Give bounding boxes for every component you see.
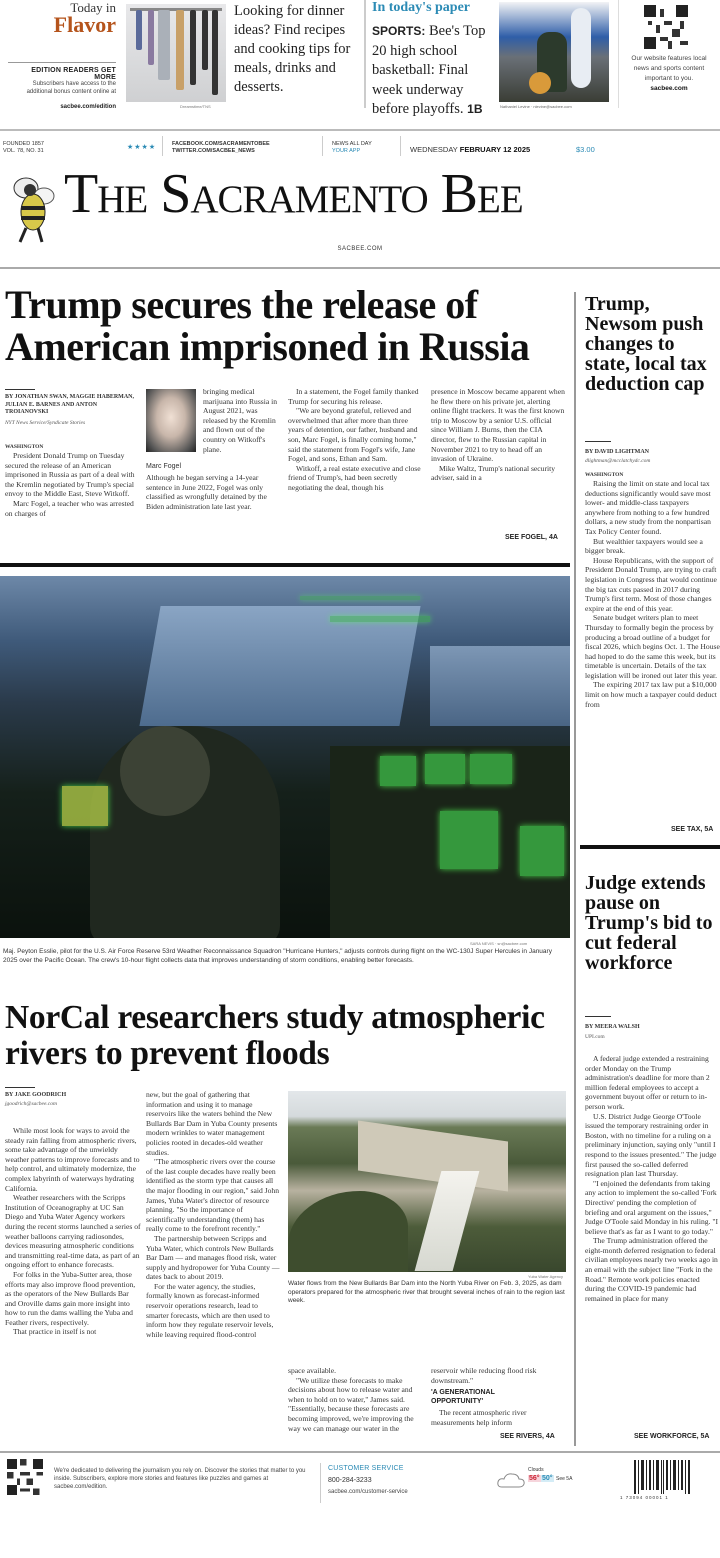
byline-credit: jgoodrich@sacbee.com	[5, 1101, 57, 1107]
tax-headline[interactable]: Trump, Newsom push changes to state, local tax deduction cap	[585, 293, 707, 395]
photo-credit: SARA NEVIS · sn@sacbee.com	[470, 941, 528, 946]
story-column-3	[288, 387, 424, 493]
divider	[618, 0, 619, 108]
dam-photo	[288, 1091, 566, 1272]
subhead: 'A GENERATIONAL OPPORTUNITY'	[431, 1389, 495, 1405]
divider	[0, 1451, 720, 1453]
paragraph: new, but the goal of gathering that information and using it to manage reservoirs like the waters behind the New Bullards Bar Dam in Yuba County presents modern wrinkles to water management policies rooted in decades-old weather studies.	[146, 1090, 278, 1157]
sports-label: SPORTS:	[372, 24, 426, 38]
site-url[interactable]: SACBEE.COM	[337, 246, 383, 252]
divider	[400, 136, 401, 156]
paragraph: Raising the limit on state and local tax deductions significantly would save most lower- and middle-class taxpayers anywhere from nothing to a few hundred dollars, a new study from the nonpartisan Tax Policy Center found.	[585, 479, 711, 536]
divider	[0, 563, 570, 567]
price: $3.00	[576, 145, 595, 154]
paragraph: House Republicans, with the support of President Donald Trump, are trying to craft legislation in Congress that would continue the big tax cuts passed in 2017 during Trump's first term. Most of those changes expire at the end of this year.	[585, 555, 717, 613]
paragraph: The expiring 2017 tax law put a $10,000 limit on how much a taxpayer could deduct from	[585, 680, 717, 709]
story-column-1	[5, 1126, 141, 1337]
paragraph: Marc Fogel, a teacher who was arrested on charges of	[5, 498, 134, 518]
byline-credit: dlightman@mcclatchydc.com	[585, 458, 651, 464]
divider	[0, 129, 720, 131]
website-promo	[630, 54, 708, 94]
divider	[580, 845, 720, 849]
customer-service-label: CUSTOMER SERVICE	[328, 1465, 404, 1472]
paragraph: Although he began serving a 14-year sentence in June 2022, Fogel was only classified as wrongfully detained by the Biden administration late last year.	[146, 473, 267, 511]
weekday: WEDNESDAY	[410, 145, 460, 154]
paragraph: Weather researchers with the Scripps Institution of Oceanography at UC San Diego and Yuba Water Agency workers during the recent storms launched a series of weather balloons carrying radiosondes, devices measuring atmospheric conditions and transmitting real-time data, as part of an ongoing effort to enhance forecasts.	[5, 1193, 141, 1270]
paragraph: U.S. District Judge George O'Toole issued the temporary restraining order in Boston, with no timeline for a ruling on a preliminary injunction, saying only "until I respond to the issues presented." The judge first paused the so-called deferred resignation plan last Thursday.	[585, 1111, 717, 1179]
image-credit: Nathaniel Levine · nlevine@sacbee.com	[500, 104, 572, 109]
barcode-icon	[632, 1460, 692, 1494]
barcode-number: 1 73094 00001 1	[620, 1495, 669, 1500]
issue-date	[410, 145, 530, 154]
paragraph: "We are beyond grateful, relieved and overwhelmed that after more than three years of detention, our father, husband and son, Marc Fogel, is finally coming home," said the statement from Fogel's wife, Jane Fogel, and sons, Ethan and Sam.	[288, 406, 418, 464]
jump-link-rivers[interactable]: SEE RIVERS, 4A	[500, 1433, 555, 1440]
jump-link-fogel[interactable]: SEE FOGEL, 4A	[505, 534, 558, 541]
story-column-2-wrap	[203, 387, 278, 454]
main-headline[interactable]: Trump secures the release of American imprisoned in Russia	[5, 282, 530, 369]
paragraph: That practice in itself is not	[13, 1327, 97, 1337]
byline: BY JAKE GOODRICH	[5, 1092, 67, 1098]
weather-low: 50°	[542, 1475, 553, 1482]
sports-promo-text: Bee's Top 20 high school basketball: Final week underway before playoffs.	[372, 23, 486, 117]
subscriber-message: We're dedicated to delivering the journalism you rely on. Discover the stories that matter to you inside. Subscribers, explore more stories and features like puzzles and games at sacbee.com/edition.	[54, 1468, 306, 1490]
app-promo	[332, 141, 372, 155]
rivers-headline[interactable]: NorCal researchers study atmospheric rivers to prevent floods	[5, 999, 545, 1072]
paragraph: The partnership between Scripps and Yuba Water, which controls New Bullards Bar Dam — and manages flood risk, water supply and hydropower for Yuba County — dates back to about 2019.	[146, 1233, 280, 1282]
divider	[8, 62, 116, 63]
paragraph: In a statement, the Fogel family thanked Trump for securing his release.	[288, 387, 419, 406]
app-link[interactable]: YOUR APP	[332, 148, 361, 154]
paragraph: The Trump administration offered the eight-month deferred resignation to federal civilian employees nearly two weeks ago in an email with the subject line "Fork in the Road." Remote work policies enacted during the COVID-19 pandemic had remained in place for many	[585, 1236, 718, 1303]
image-credit: Dreamstime/TNS	[180, 104, 211, 109]
customer-service-link[interactable]: sacbee.com/customer-service	[328, 1489, 408, 1495]
page-ref: 1B	[467, 102, 483, 116]
story-column-3	[288, 1366, 424, 1433]
basketball-photo	[499, 2, 609, 102]
todays-paper-promo[interactable]	[372, 22, 500, 120]
divider	[5, 389, 35, 390]
divider	[162, 136, 163, 156]
paragraph: President Donald Trump on Tuesday secured the release of an American imprisoned in Russia as part of a deal with the Kremlin negotiated by Trump's special envoy to the Middle East, Steve Witkoff.	[5, 451, 135, 499]
weather-high: 56°	[529, 1475, 540, 1482]
dateline: WASHINGTON	[5, 444, 44, 450]
divider	[585, 441, 611, 442]
dateline: WASHINGTON	[585, 472, 624, 478]
edition-stars-icon: ★★★★	[127, 143, 157, 151]
bee-logo-icon	[6, 168, 60, 246]
divider	[364, 0, 366, 108]
workforce-story-body	[585, 1054, 720, 1303]
flavor-promo-text[interactable]: Looking for dinner ideas? Find recipes and cooking tips for meals, drinks and desserts.	[234, 3, 351, 95]
story-column-4	[431, 387, 567, 483]
photo-credit: Yuba Water Agency	[528, 1274, 563, 1279]
flavor-section-title[interactable]: Flavor	[53, 12, 116, 37]
edition-body: Subscribers have access to the additional bonus content online at	[26, 81, 116, 95]
tax-story-body	[585, 479, 720, 709]
facebook-link[interactable]: FACEBOOK.COM/SACRAMENTOBEE	[172, 141, 270, 147]
paragraph: For folks in the Yuba-Sutter area, those efforts may also improve flood prevention, as the operators of the New Bullards Bar and Oroville dams gain more insight into how to run the dams walling the Yuba and Feather rivers, respectively.	[5, 1269, 136, 1327]
workforce-headline[interactable]: Judge extends pause on Trump's bid to cut federal workforce	[585, 872, 713, 974]
customer-service-phone[interactable]: 800-284-3233	[328, 1477, 372, 1484]
paragraph: But wealthier taxpayers would see a bigger break.	[585, 536, 703, 556]
jump-link-tax[interactable]: SEE TAX, 5A	[671, 826, 714, 833]
story-column-2	[146, 473, 282, 511]
edition-link[interactable]: sacbee.com/edition	[60, 104, 116, 110]
byline-credit: UPI.com	[585, 1034, 605, 1040]
twitter-link[interactable]: TWITTER.COM/SACBEE_NEWS	[172, 148, 255, 154]
paragraph: bringing medical marijuana into Russia in August 2021, was released by the Kremlin and flown out of the country on Witkoff's plane.	[203, 387, 278, 454]
paragraph: While most look for ways to avoid the steady rain falling from atmospheric rivers, some take advantage of the unwieldy weather patterns to improve forecasts and to help control, and ultimately modernize, the complex labyrinth of waterways hydrating California.	[5, 1126, 140, 1193]
date: FEBRUARY 12 2025	[459, 145, 531, 154]
paragraph: reservoir while reducing flood risk downstream."	[431, 1366, 537, 1385]
paragraph: "We utilize these forecasts to make decisions about how to release water and when to hold on to water," James said. "Essentially, because these forecasts are becoming improved, we're improving the way we can manage our water in the	[288, 1375, 414, 1433]
divider	[322, 136, 323, 156]
paragraph: A federal judge extended a restraining order Monday on the Trump administration's deadline for more than 2 million federal employees to accept a government buyout offer or return to in-person work.	[585, 1054, 710, 1111]
cloud-icon	[496, 1471, 526, 1489]
rail-divider	[574, 292, 576, 1446]
marc-fogel-photo	[146, 389, 196, 452]
story-column-2	[146, 1090, 282, 1339]
jump-link-workforce[interactable]: SEE WORKFORCE, 5A	[634, 1433, 710, 1440]
divider	[585, 1016, 611, 1017]
social-links	[172, 141, 270, 155]
divider	[0, 267, 720, 269]
weather-condition: Clouds	[528, 1467, 544, 1473]
volume-text: VOL. 78, NO. 31	[3, 148, 44, 154]
founded-volume	[3, 141, 44, 155]
byline: BY JONATHAN SWAN, MAGGIE HABERMAN, JULIAN E. BARNES AND ANTON TROIANOVSKI	[5, 394, 135, 415]
paragraph: presence in Moscow became apparent when he flew there on his private jet, alerting online flight trackers. It was the first known trip to Moscow by a senior U.S. official since William J. Burns, then the CIA director, flew to the Russian capital in November 2021 to try to head off an invasion of Ukraine.	[431, 387, 565, 464]
qr-code-icon[interactable]	[7, 1459, 43, 1495]
edition-heading: EDITION READERS GET MORE	[31, 67, 116, 81]
founded-text: FOUNDED 1857	[3, 141, 44, 147]
paragraph: Mike Waltz, Trump's national security adviser, said in a	[431, 463, 555, 483]
paragraph: "I enjoined the defendants from taking any action to implement the so-called 'Fork Directive' pending the completion of briefing and oral argument on the issues," Judge O'Toole said Monday in his ruling. "I believe that's as far as I want to go today."	[585, 1178, 719, 1236]
weather-see-more[interactable]: See 5A	[556, 1476, 573, 1482]
website-promo-text: Our website features local news and sports content important to you.	[631, 55, 707, 82]
paragraph: The recent atmospheric river measurements help inform	[431, 1408, 527, 1427]
photo-caption: Maj. Peyton Esslie, pilot for the U.S. Air Force Reserve 53rd Weather Reconnaissance Squadron "Hurricane Hunters," adjusts controls during flight on the WC-130J Super Hercules in January 2025 over the Pacific Ocean. The crew's 10-hour flight collects data that improves understanding of storm conditions, enabling better forecasts.	[3, 948, 552, 964]
qr-code-icon[interactable]	[644, 5, 688, 49]
story-column-4	[431, 1366, 567, 1385]
paragraph: For the water agency, the studies, formally known as forecast-informed reservoir operations research, lead to smarter forecasts, which are then used to inform how they regulate reservoir levels, while leaving required flood-control	[146, 1281, 274, 1339]
story-column-1	[5, 451, 141, 518]
todays-paper-heading: In today's paper	[372, 0, 471, 15]
newspaper-title[interactable]: The Sacramento Bee	[64, 163, 523, 225]
byline: BY MEERA WALSH	[585, 1024, 640, 1030]
byline-credit: NYT News Service/Syndicate Stories	[5, 420, 86, 426]
byline: BY DAVID LIGHTMAN	[585, 449, 650, 455]
kitchen-utensils-image	[126, 4, 226, 102]
flavor-kicker: Today in	[70, 0, 116, 15]
website-link[interactable]: sacbee.com	[650, 85, 688, 92]
divider	[320, 1463, 321, 1503]
photo-caption: Water flows from the New Bullards Bar Dam into the North Yuba River on Feb. 3, 2025, as dam operators prepared for the atmospheric river that brought several inches of rain to the region last week.	[288, 1280, 565, 1305]
story-column-4-cont	[431, 1408, 567, 1427]
paragraph: space available.	[288, 1366, 337, 1375]
paragraph: "The atmospheric rivers over the course of the last couple decades have really been identified as the storm type that causes all the major flooding in our region," said John James, Yuba Water's director of resource planning. "So the importance of scientifically understanding (them) has really come to the forefront recently."	[146, 1157, 280, 1234]
news-all-day-text: NEWS ALL DAY	[332, 141, 372, 147]
paragraph: Senate budget writers plan to meet Thursday to formally begin the process by producing a broad outline of a budget for fiscal 2026, which begins Oct. 1. The House had hoped to do the same this week, but its timetable is uncertain. Details of the tax legislation will be ironed out later this year.	[585, 613, 720, 680]
divider	[5, 1087, 35, 1088]
paragraph: Witkoff, a real estate executive and close friend of Trump's, had been secretly negotiating the deal, though his	[288, 463, 421, 492]
hurricane-hunters-photo	[0, 576, 570, 938]
photo-caption: Marc Fogel	[146, 463, 182, 470]
